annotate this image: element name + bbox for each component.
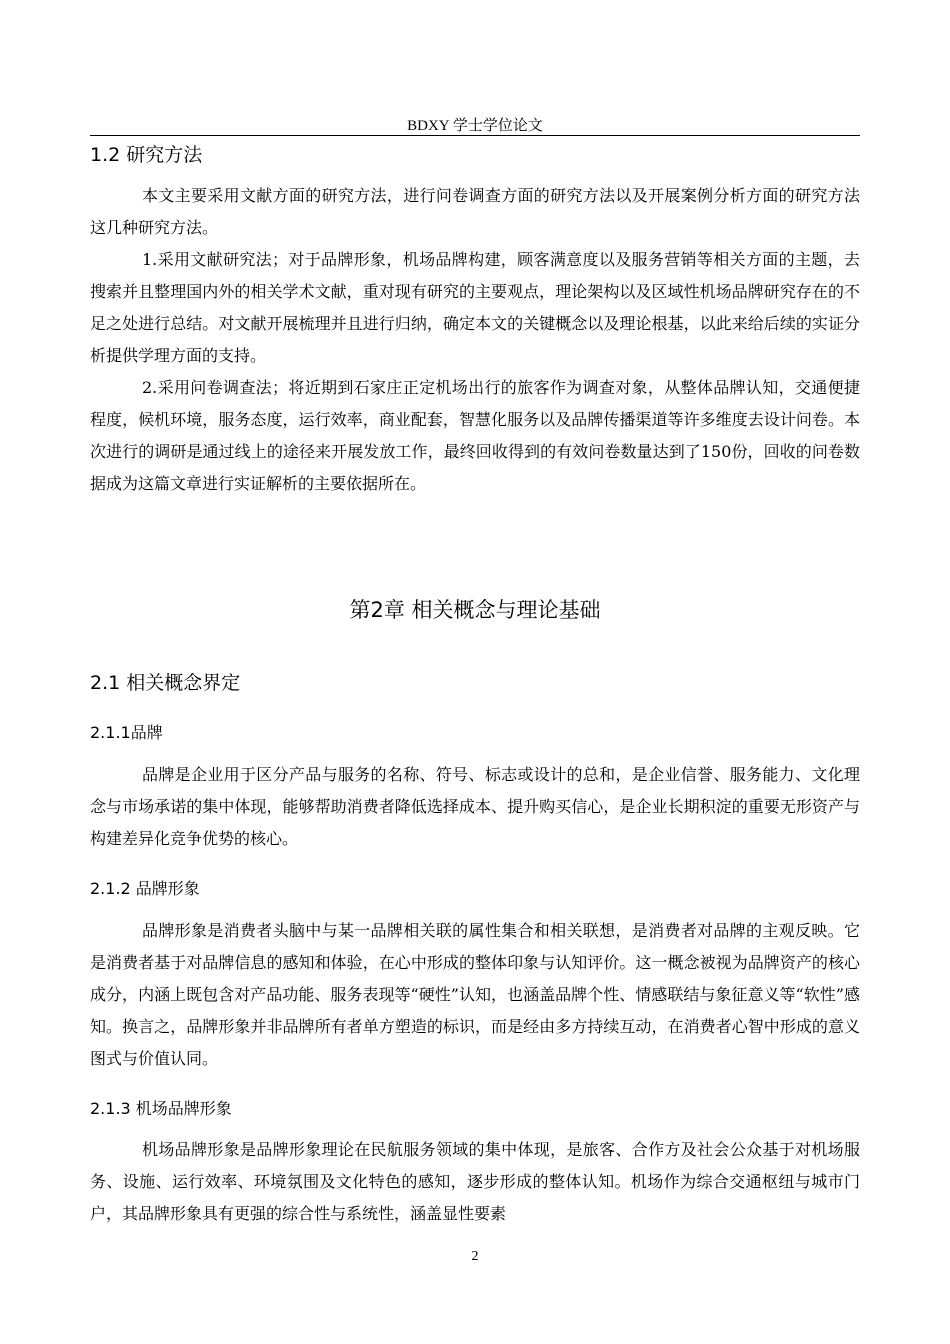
subsection-heading-2-1-2: 2.1.2 品牌形象 — [90, 879, 200, 898]
section-heading-1-2: 1.2 研究方法 — [90, 144, 203, 166]
running-header: BDXY 学士学位论文 — [407, 118, 543, 134]
page-number: 2 — [471, 1249, 479, 1264]
paragraph: 2.采用问卷调查法；将近期到石家庄正定机场出行的旅客作为调查对象，从整体品牌认知，交通便捷程度，候机环境，服务态度，运行效率，商业配套，智慧化服务以及品牌传播渠道等许多维度去设计问卷。本次进行的调研是通过线上的途径来开展发放工作，最终回收得到的有效问卷数量达到了150份，回收的问卷数据成为这篇文章进行实证解析的主要依据所在。 — [90, 378, 860, 493]
subsection-heading-2-1-1: 2.1.1品牌 — [90, 723, 163, 742]
subsection-heading-2-1-3: 2.1.3 机场品牌形象 — [90, 1099, 232, 1118]
section-heading-2-1: 2.1 相关概念界定 — [90, 672, 241, 694]
paragraph: 本文主要采用文献方面的研究方法，进行问卷调查方面的研究方法以及开展案例分析方面的研究方法这几种研究方法。 — [90, 186, 860, 237]
paragraph: 品牌形象是消费者头脑中与某一品牌相关联的属性集合和相关联想，是消费者对品牌的主观反映。它是消费者基于对品牌信息的感知和体验，在心中形成的整体印象与认知评价。这一概念被视为品牌资产的核心成分，内涵上既包含对产品功能、服务表现等“硬性”认知，也涵盖品牌个性、情感联结与象征意义等“软性”感知。换言之，品牌形象并非品牌所有者单方塑造的标识，而是经由多方持续互动，在消费者心智中形成的意义图式与价值认同。 — [90, 921, 860, 1068]
header-rule — [90, 135, 860, 136]
chapter-heading: 第2章 相关概念与理论基础 — [349, 598, 601, 622]
paragraph: 1.采用文献研究法；对于品牌形象，机场品牌构建，顾客满意度以及服务营销等相关方面的主题，去搜索并且整理国内外的相关学术文献，重对现有研究的主要观点，理论架构以及区域性机场品牌研究存在的不足之处进行总结。对文献开展梳理并且进行归纳，确定本文的关键概念以及理论根基，以此来给后续的实证分析提供学理方面的支持。 — [90, 250, 860, 365]
paragraph: 品牌是企业用于区分产品与服务的名称、符号、标志或设计的总和，是企业信誉、服务能力、文化理念与市场承诺的集中体现，能够帮助消费者降低选择成本、提升购买信心，是企业长期积淀的重要无形资产与构建差异化竞争优势的核心。 — [90, 765, 860, 848]
paragraph: 机场品牌形象是品牌形象理论在民航服务领域的集中体现，是旅客、合作方及社会公众基于对机场服务、设施、运行效率、环境氛围及文化特色的感知，逐步形成的整体认知。机场作为综合交通枢纽与城市门户，其品牌形象具有更强的综合性与系统性，涵盖显性要素 — [90, 1140, 860, 1223]
